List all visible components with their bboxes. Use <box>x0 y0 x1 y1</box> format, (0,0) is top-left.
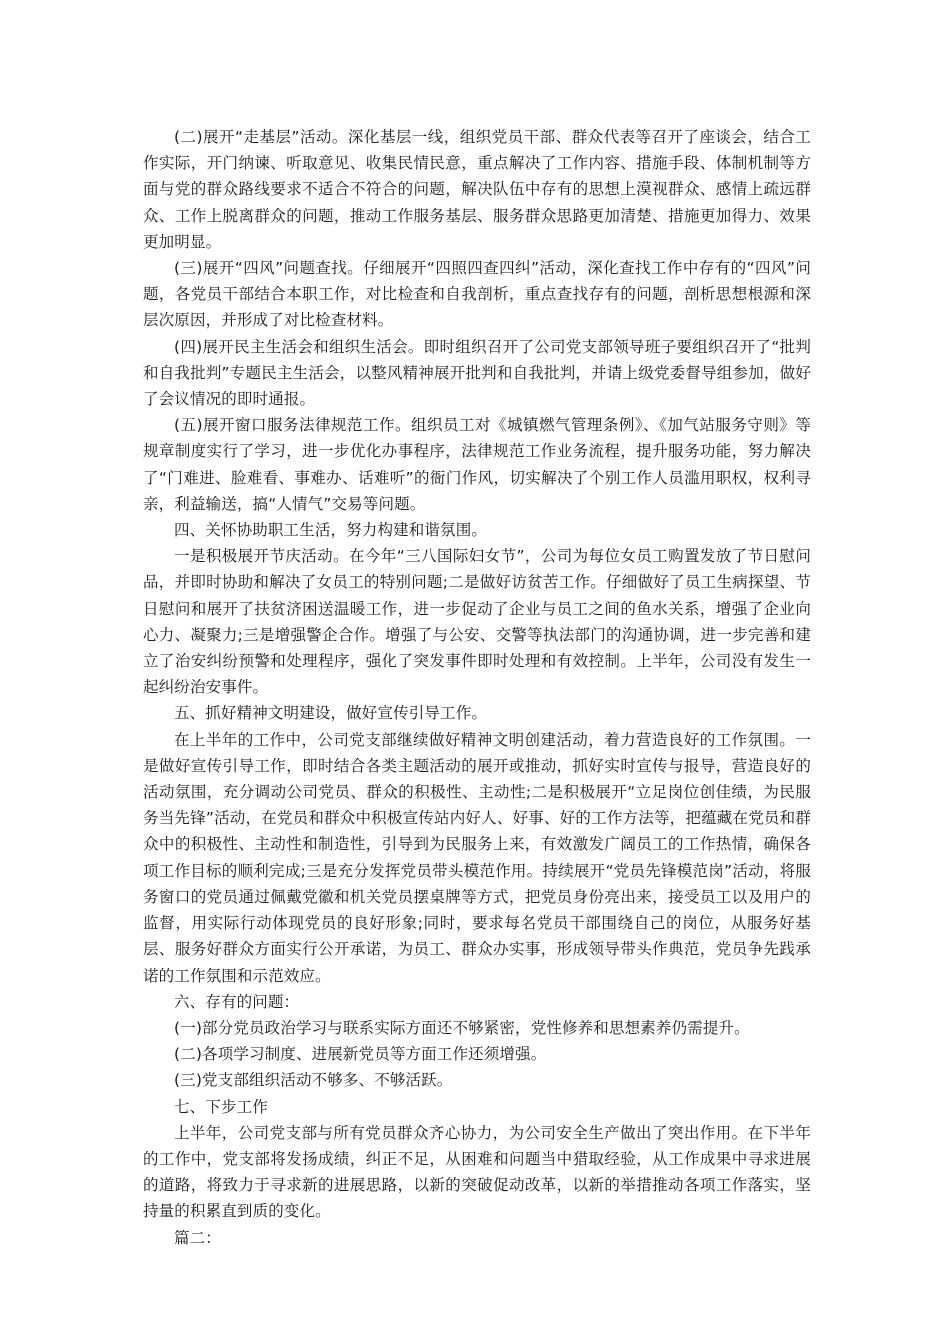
paragraph-grassroots-activity: (二)展开“走基层”活动。深化基层一线，组织党员干部、群众代表等召开了座谈会，结合工作实际，开门纳谏、听取意见、收集民情民意，重点解决了工作内容、措施手段、体制机制等方面与党的群众路线要求不适合不符合的问题，解决队伍中存有的思想上漠视群众、感情上疏远群众、工作上脱离群众的问题，推动工作服务基层、服务群众思路更加清楚、措施更加得力、效果更加明显。 <box>143 128 811 251</box>
paragraph-problem-3: (三)党支部组织活动不够多、不够活跃。 <box>174 1071 453 1090</box>
paragraph-spiritual-civilization: 在上半年的工作中，公司党支部继续做好精神文明创建活动，着力营造良好的工作氛围。一是做好宣传引导工作，即时结合各类主题活动的展开或推动，抓好实时宣传与报导，营造良好的活动氛围，充分调动公司党员、群众的积极性、主动性;二是积极展开“立足岗位创佳绩，为民服务当先锋”活动，在党员和群众中积极宣传站内好人、好事、好的工作方法等，把蕴藏在党员和群众中的积极性、主动性和制造性，引导到为民服务上来，有效激发广阔员工的工作热情，确保各项工作目标的顺利完成;三是充分发挥党员带头模范作用。持续展开“党员先锋模范岗”活动，将服务窗口的党员通过佩戴党徽和机关党员摆桌牌等方式，把党员身份亮出来，接受员工以及用户的监督，用实际行动体现党员的良好形象;同时，要求每名党员干部围绕自己的岗位，从服务好基层、服务好群众方面实行公开承诺，为员工、群众办实事，形成领导带头作典范，党员争先践承诺的工作氛围和示范效应。 <box>143 730 811 985</box>
section-heading-spiritual-civilization: 五、抓好精神文明建设，做好宣传引导工作。 <box>174 704 488 723</box>
paragraph-problem-1: (一)部分党员政治学习与联系实际方面还不够紧密，党性修养和思想素养仍需提升。 <box>174 1018 750 1037</box>
section-heading-part-two: 篇二： <box>174 1228 221 1247</box>
section-heading-care-for-staff: 四、关怀协助职工生活，努力构建和谐氛围。 <box>174 521 488 540</box>
paragraph-four-winds-check: (三)展开“四风”问题查找。仔细展开“四照四查四纠”活动，深化查找工作中存有的“四风”问题，各党员干部结合本职工作，对比检查和自我剖析，重点查找存有的问题，剖析思想根源和深层次原因，并形成了对比检查材料。 <box>143 259 811 330</box>
paragraph-democratic-life-meeting: (四)展开民主生活会和组织生活会。即时组织召开了公司党支部领导班子要组织召开了“批判和自我批判”专题民主生活会，以整风精神展开批判和自我批判，并请上级党委督导组参加，做好了会议情况的即时通报。 <box>143 337 811 409</box>
paragraph-window-service: (五)展开窗口服务法律规范工作。组织员工对《城镇燃气管理条例》、《加气站服务守则》等规章制度实行了学习，进一步优化办事程序，法律规范工作业务流程，提升服务功能，努力解决了“门难进、脸难看、事难办、话难听”的衙门作风，切实解决了个别工作人员滥用职权，权利寻亲，利益输送，搞“人情气”交易等问题。 <box>143 416 811 513</box>
document-body <box>143 124 811 1251</box>
section-heading-existing-problems: 六、存有的问题： <box>174 992 300 1011</box>
paragraph-problem-2: (二)各项学习制度、进展新党员等方面工作还须增强。 <box>174 1045 547 1064</box>
paragraph-care-for-staff: 一是积极展开节庆活动。在今年“三八国际妇女节”，公司为每位女员工购置发放了节日慰问品，并即时协助和解决了女员工的特别问题;二是做好访贫苦工作。仔细做好了员工生病探望、节日慰问和展开了扶贫济困送温暖工作，进一步促动了企业与员工之间的鱼水关系，增强了企业向心力、凝聚力;三是增强警企合作。增强了与公安、交警等执法部门的沟通协调，进一步完善和建立了治安纠纷预警和处理程序，强化了突发事件即时处理和有效控制。上半年，公司没有发生一起纠纷治安事件。 <box>143 547 811 697</box>
section-heading-next-steps: 七、下步工作 <box>174 1097 268 1116</box>
paragraph-next-steps: 上半年，公司党支部与所有党员群众齐心协力，为公司安全生产做出了突出作用。在下半年的工作中，党支部将发扬成绩，纠正不足，从困难和问题当中猎取经验，从工作成果中寻求进展的道路，将致力于寻求新的进展思路，以新的突破促动改革，以新的举措推动各项工作落实，坚持量的积累直到质的变化。 <box>143 1123 811 1221</box>
